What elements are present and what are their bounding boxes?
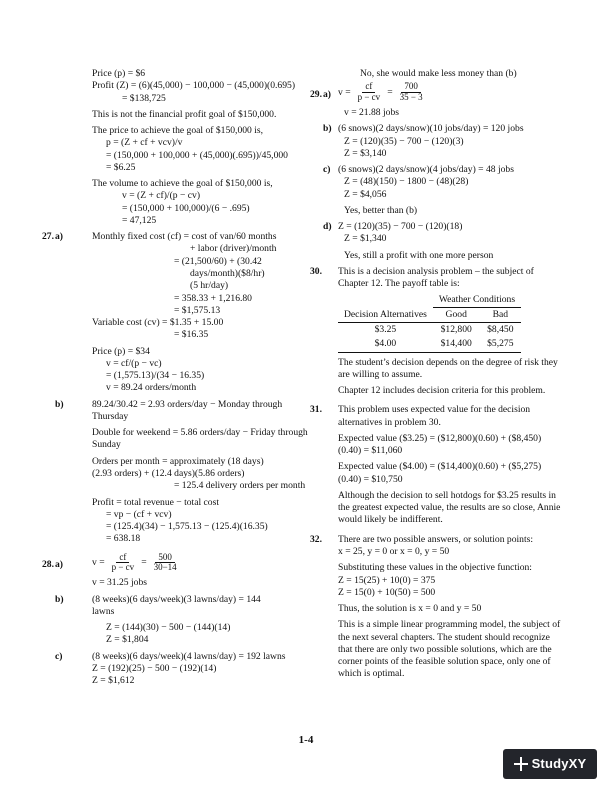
text-line: Double for weekend = 5.86 orders/day − Friday through Sunday (92, 427, 308, 451)
table-cell: $4.00 (338, 337, 433, 352)
right-column (310, 68, 564, 681)
text-line: = 358.33 + 1,216.80 (174, 292, 252, 304)
text-line: Thursday (92, 410, 129, 422)
text-paragraph: Expected value ($3.25) = ($12,800)(0.60) + ($8,450)(0.40) = $11,060 (338, 432, 542, 457)
text-line: v = (Z + cf)/(p − cv) (122, 190, 201, 202)
text-line: This is not the financial profit goal of $150,000. (92, 108, 277, 120)
text-line: v = 21.88 jobs (344, 107, 399, 119)
text-line: v = cf/(p − vc) (106, 357, 162, 369)
text-line: Z = (120)(35) − 700 − (120)(18) (338, 221, 463, 233)
text-paragraph: The student’s decision depends on the degree of risk they are willing to assume. (338, 356, 558, 380)
text-line: = vp − (cf + vcv) (106, 508, 172, 520)
table-cell: $5,275 (480, 337, 522, 352)
fraction (355, 82, 384, 103)
formula-text: = (141, 556, 147, 568)
text-line: Yes, better than (b) (344, 204, 418, 216)
text-line: = (150,000 + 100,000)/(6 − .695) (122, 202, 250, 214)
table-header-decision: Decision Alternatives (338, 307, 433, 322)
table-cell: $3.25 (374, 324, 397, 336)
text-line: The price to achieve the goal of $150,000 is, (92, 125, 264, 137)
question-31 (310, 404, 564, 429)
question-number: 28. (42, 558, 54, 570)
plus-icon (514, 757, 528, 771)
part-label: a) (55, 231, 63, 243)
text-line: v = 89.24 orders/month (106, 382, 197, 394)
text-line: Z = $4,056 (344, 188, 387, 200)
text-line: Z = (144)(30) − 500 − (144)(14) (106, 622, 231, 634)
text-line: Profit = total revenue − total cost (92, 496, 219, 508)
text-line: = 638.18 (106, 533, 141, 545)
text-line: (6 snows)(2 days/snow)(10 jobs/day) = 120 jobs (338, 123, 524, 135)
text-line: (8 weeks)(6 days/week)(3 lawns/day) = 144 (92, 593, 261, 605)
fraction-numerator: 500 (155, 553, 175, 564)
formula-text: = (387, 86, 393, 98)
fraction (151, 553, 180, 574)
text-line: = $16.35 (174, 329, 209, 341)
question-number: 29. (310, 89, 322, 101)
text-line: Yes, still a profit with one more person (344, 249, 494, 261)
question-29c (323, 164, 564, 176)
table-cell: $8,450 (487, 324, 514, 336)
table-row (338, 323, 521, 338)
fraction-numerator: cf (362, 82, 375, 93)
fraction-denominator: p − cv (111, 562, 135, 573)
text-line: v = 31.25 jobs (92, 577, 147, 589)
text-line: Thus, the solution is x = 0 and y = 50 (338, 603, 482, 615)
payoff-table (338, 293, 521, 353)
part-label: a) (323, 89, 331, 101)
text-line: Price (p) = $34 (92, 345, 150, 357)
text-line: = (125.4)(34) − 1,575.13 − (125.4)(16.35) (106, 521, 268, 533)
table-cell: $14,400 (433, 337, 480, 352)
text-paragraph: This is a simple linear programming model, the subject of the next several chapters. The student should recognize that there are only two possible solutions, which are the corner points of the feasible solution space, only one of which is optimal. (338, 619, 561, 680)
text-line: Z = (48)(150) − 1800 − (48)(28) (344, 176, 469, 188)
question-28b (55, 593, 328, 606)
question-number: 31. (310, 404, 322, 416)
text-line: (8 weeks)(6 days/week)(4 lawns/day) = 192 lawns (92, 650, 286, 662)
text-line: = (150,000 + 100,000 + (45,000)(.695))/45,000 (106, 149, 288, 161)
formula (70, 553, 328, 574)
logo-text: StudyXY (531, 755, 587, 771)
text-line: (5 hr/day) (190, 280, 229, 292)
part-label: b) (55, 398, 64, 410)
text-paragraph: There are two possible answers, or solution points: (338, 533, 534, 545)
text-line: Z = $1,804 (106, 634, 149, 646)
text-line: Variable cost (cv) = $1.35 + 15.00 (92, 317, 224, 329)
formula-text: v = (338, 86, 351, 98)
table-span-header: Weather Conditions (433, 293, 521, 308)
text-line: Z = (120)(35) − 700 − (120)(3) (344, 135, 464, 147)
text-line: = $6.25 (106, 161, 136, 173)
text-line: Monthly fixed cost (cf) = cost of van/60 months (92, 231, 277, 243)
text-line: The volume to achieve the goal of $150,000 is, (92, 178, 273, 190)
text-line: (6 snows)(2 days/snow)(4 jobs/day) = 48 jobs (338, 164, 514, 176)
text-line: Price (p) = $6 (92, 68, 146, 79)
formula (338, 82, 564, 103)
table-row (338, 337, 521, 352)
fraction (397, 82, 426, 103)
text-line: Z = $1,612 (92, 675, 135, 687)
fraction-denominator: p − cv (357, 92, 381, 103)
table-header-good: Good (433, 307, 480, 322)
fraction-denominator: 35 − 3 (399, 92, 423, 103)
question-28 (42, 551, 328, 574)
part-label: a) (55, 558, 63, 570)
text-line: Z = $1,340 (344, 233, 387, 245)
text-paragraph: This is a decision analysis problem – the subject of Chapter 12. The payoff table is: (338, 265, 534, 290)
part-label: c) (55, 650, 63, 662)
text-line: Z = $3,140 (344, 147, 387, 159)
question-28c (55, 650, 328, 663)
part-label: b) (323, 123, 332, 135)
fraction-denominator: 30−14 (153, 562, 177, 573)
text-line: (2.93 orders) + (12.4 days)(5.86 orders) (92, 467, 245, 479)
question-29 (310, 81, 564, 103)
fraction-numerator: 700 (401, 82, 421, 93)
question-30 (310, 265, 564, 291)
text-line: 89.24/30.42 = 2.93 orders/day − Monday through (92, 398, 283, 410)
text-line: = (21,500/60) + (30.42 (174, 255, 262, 267)
page-number: 1-4 (298, 734, 314, 746)
question-32 (310, 533, 564, 546)
formula-text: v = (92, 556, 105, 568)
text-line: = $1,575.13 (174, 304, 221, 316)
text-line: p = (Z + cf + vcv)/v (106, 137, 183, 149)
part-label: b) (55, 593, 64, 605)
studyxy-logo (503, 749, 597, 779)
text-line: = (1,575.13)/(34 − 16.35) (106, 370, 205, 382)
question-27 (42, 231, 328, 243)
table-header-bad: Bad (480, 307, 522, 322)
text-line: Z = 15(0) + 10(50) = 500 (338, 586, 436, 598)
text-line: Orders per month = approximately (18 days) (92, 455, 264, 467)
text-line: Z = 15(25) + 10(0) = 375 (338, 574, 436, 586)
question-27b (55, 398, 328, 411)
left-column (42, 68, 331, 687)
question-29b (323, 123, 564, 135)
fraction (109, 553, 138, 574)
text-line: = 47,125 (122, 214, 157, 226)
text-line: lawns (92, 605, 115, 617)
question-number: 32. (310, 533, 322, 545)
text-paragraph: Chapter 12 includes decision criteria for this problem. (338, 385, 546, 397)
text-line: = 125.4 delivery orders per month (174, 480, 306, 492)
question-number: 27. (42, 231, 54, 243)
text-line: No, she would make less money than (b) (360, 68, 517, 79)
text-line: Profit (Z) = (6)(45,000) − 100,000 − (45,000)(0.695) (92, 80, 296, 92)
part-label: d) (323, 221, 332, 233)
text-paragraph: This problem uses expected value for the decision alternatives in problem 30. (338, 404, 531, 428)
question-29d (323, 221, 564, 233)
text-line: + labor (driver)/month (190, 243, 277, 255)
text-line: Substituting these values in the objective function: (338, 562, 532, 574)
fraction-numerator: cf (116, 553, 129, 564)
text-line: = $138,725 (122, 92, 166, 104)
text-paragraph: Although the decision to sell hotdogs for $3.25 results in the greatest expected value, the results are so close, Annie would likely be indifferent. (338, 489, 561, 526)
part-label: c) (323, 164, 331, 176)
table-cell: $12,800 (440, 324, 472, 336)
text-line: days/month)($8/hr) (190, 267, 265, 279)
text-paragraph: Expected value ($4.00) = ($14,400)(0.60) + ($5,275)(0.40) = $10,750 (338, 461, 542, 485)
question-number: 30. (310, 265, 322, 277)
text-line: Z = (192)(25) − 500 − (192)(14) (92, 662, 217, 674)
text-line: x = 25, y = 0 or x = 0, y = 50 (338, 546, 450, 558)
